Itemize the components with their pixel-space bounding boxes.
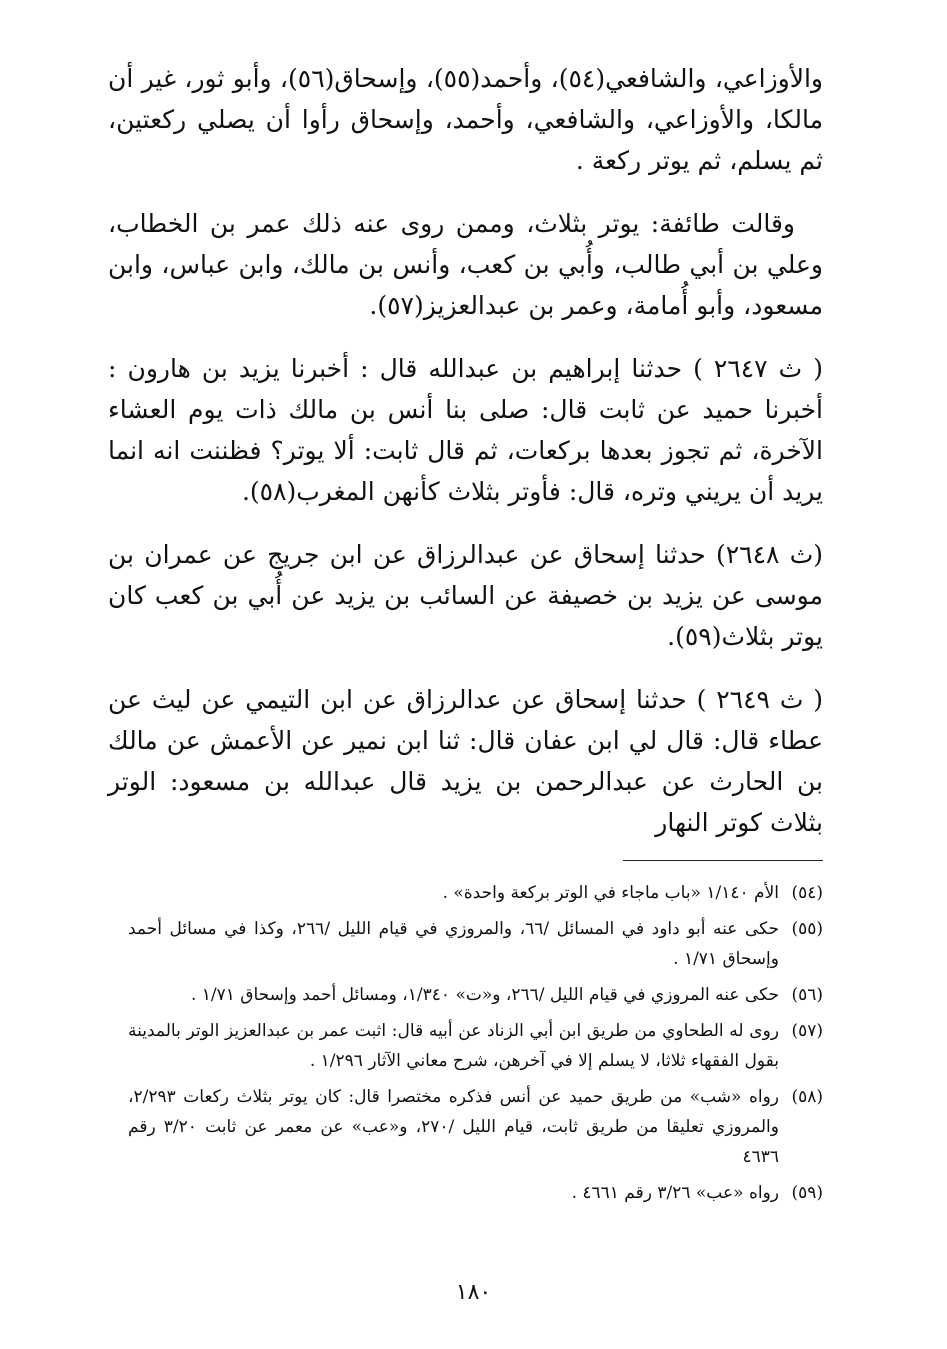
footnote-text: رواه «شب» من طريق حميد عن أنس فذكره مختصرا قال: كان يوتر بثلاث ركعات ٢/٢٩٣، والمروزي تعليقا من طريق ثابت، قيام الليل /٢٧٠، و«عب» عن معمر عن ثابت ٣/٢٠ رقم ٤٦٣٦ bbox=[128, 1087, 779, 1167]
paragraph-2: وقالت طائفة: يوتر بثلاث، وممن روى عنه ذلك عمر بن الخطاب، وعلي بن أبي طالب، وأُبي بن كعب، وأنس بن مالك، وابن عباس، وابن مسعود، وأبو أُمامة، وعمر بن عبدالعزيز(٥٧). bbox=[108, 209, 823, 320]
footnote-58 bbox=[128, 1082, 823, 1172]
paragraph-4: (ث ٢٦٤٨) حدثنا إسحاق عن عبدالرزاق عن ابن جريج عن عمران بن موسى عن يزيد بن خصيفة عن السائب بن يزيد عن أُبي بن كعب كان يوتر بثلاث(٥٩). bbox=[108, 540, 823, 651]
footnote-55 bbox=[128, 914, 823, 974]
footnote-text: رواه «عب» ٣/٢٦ رقم ٤٦٦١ . bbox=[571, 1183, 779, 1203]
footnote-number: (٥٦) bbox=[791, 985, 823, 1005]
footnote-number: (٥٨) bbox=[791, 1087, 823, 1107]
footnote-separator bbox=[623, 860, 823, 861]
footnote-number: (٥٧) bbox=[791, 1021, 823, 1041]
footnote-57 bbox=[128, 1016, 823, 1076]
paragraph-1: والأوزاعي، والشافعي(٥٤)، وأحمد(٥٥)، وإسحاق(٥٦)، وأبو ثور، غير أن مالكا، والأوزاعي، والشافعي، وأحمد، وإسحاق رأوا أن يصلي ركعتين، ثم يسلم، ثم يوتر ركعة . bbox=[108, 64, 824, 175]
footnote-59 bbox=[128, 1178, 823, 1208]
page-number: ١٨٠ bbox=[455, 1280, 492, 1305]
footnote-54 bbox=[128, 878, 823, 908]
footnote-text: الأم ١/١٤٠ «باب ماجاء في الوتر بركعة واحدة» . bbox=[442, 883, 779, 903]
paragraph-3: ( ث ٢٦٤٧ ) حدثنا إبراهيم بن عبدالله قال : أخبرنا يزيد بن هارون : أخبرنا حميد عن ثابت قال: صلى بنا أنس بن مالك ذات يوم العشاء الآخرة، ثم تجوز بعدها بركعات، ثم قال ثابت: ألا يوتر؟ فظننت انه انما يريد أن يريني وتره، قال: فأوتر بثلاث كأنهن المغرب(٥٨). bbox=[108, 354, 823, 506]
footnote-56 bbox=[128, 980, 823, 1010]
paragraph-5: ( ث ٢٦٤٩ ) حدثنا إسحاق عن عدالرزاق عن ابن التيمي عن ليث عن عطاء قال: قال لي ابن عفان قال: ثنا ابن نمير عن الأعمش عن مالك بن الحارث عن عبدالرحمن بن يزيد قال عبدالله بن مسعود: الوتر بثلاث كوتر النهار bbox=[108, 685, 823, 837]
footnotes bbox=[128, 878, 823, 1214]
main-text bbox=[108, 58, 823, 843]
footnote-number: (٥٥) bbox=[791, 919, 823, 939]
footnote-text: حكى عنه أبو داود في المسائل /٦٦، والمروزي في قيام الليل /٢٦٦، وكذا في مسائل أحمد وإسحاق ١/٧١ . bbox=[128, 919, 780, 969]
footnote-number: (٥٤) bbox=[791, 883, 823, 903]
footnote-text: روى له الطحاوي من طريق ابن أبي الزناد عن أبيه قال: اثبت عمر بن عبدالعزيز الوتر بالمدينة بقول الفقهاء ثلاثا، لا يسلم إلا في آخرهن، شرح معاني الآثار ١/٢٩٦ . bbox=[128, 1021, 779, 1071]
footnote-text: حكى عنه المروزي في قيام الليل /٢٦٦، و«ت» ١/٣٤٠، ومسائل أحمد وإسحاق ١/٧١ . bbox=[190, 985, 779, 1005]
footnote-number: (٥٩) bbox=[791, 1183, 823, 1203]
